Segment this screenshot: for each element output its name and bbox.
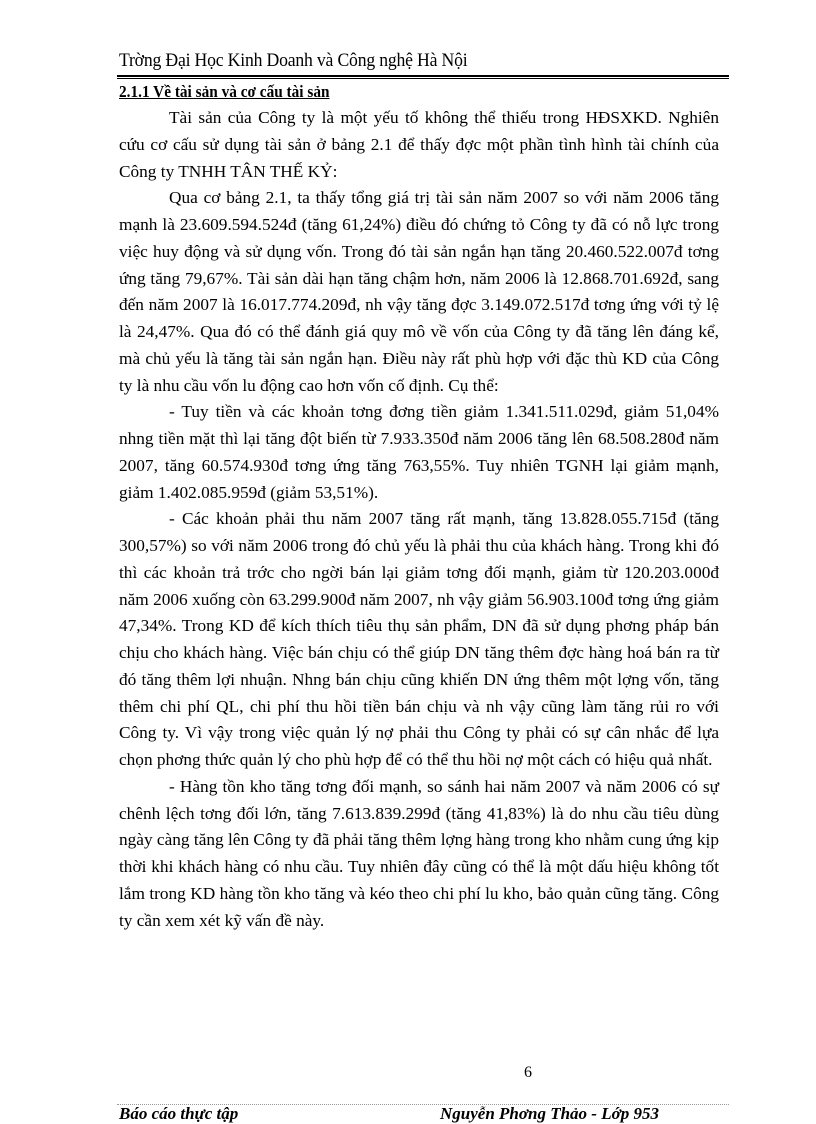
paragraph: - Tuy tiền và các khoản tơng đơng tiền giảm 1.341.511.029đ, giảm 51,04% nhng tiền mặt thì lại tăng đột biến từ 7.933.350đ năm 2006 tăng lên 68.508.280đ năm 2007, tăng 60.574.930đ tơng ứng tăng 763,55%. Tuy nhiên TGNH lại giảm mạnh, giảm 1.402.085.959đ (giảm 53,51%). xyxy=(119,402,719,502)
paragraph: Tài sản của Công ty là một yếu tố không thể thiếu trong HĐSXKD. Nghiên cứu cơ cấu sử dụng tài sản ở bảng 2.1 để thấy đợc một phần tình hình tài chính của Công ty TNHH TÂN THẾ KỶ: xyxy=(119,108,719,181)
section-heading: 2.1.1 Về tài sản và cơ cấu tài sản xyxy=(119,82,330,101)
header-divider xyxy=(117,75,729,79)
paragraph: - Các khoản phải thu năm 2007 tăng rất mạnh, tăng 13.828.055.715đ (tăng 300,57%) so với năm 2006 trong đó chủ yếu là phải thu của khách hàng. Trong khi đó thì các khoản trả trớc cho ngời bán lại giảm tơng đối mạnh, giảm từ 120.203.000đ năm 2006 xuống còn 63.299.900đ năm 2007, nh vậy giảm 56.903.100đ tơng ứng giảm 47,34%. Trong KD để kích thích tiêu thụ sản phẩm, DN đã sử dụng phơng pháp bán chịu cho khách hàng. Việc bán chịu có thể giúp DN tăng thêm đợc hàng hoá bán ra từ đó tăng thêm lợi nhuận. Nhng bán chịu cũng khiến DN ứng thêm một lợng vốn, tăng thêm chi phí QL, chi phí thu hồi tiền bán chịu và nh vậy cũng làm tăng rủi ro với Công ty. Vì vậy trong việc quản lý nợ phải thu Công ty phải có sự cân nhắc để lựa chọn phơng thức quản lý cho phù hợp để có thể thu hồi nợ một cách có hiệu quả nhất. xyxy=(119,509,719,769)
document-body xyxy=(119,105,719,934)
page-header-title: Trờng Đại Học Kinh Doanh và Công nghệ Hà Nội xyxy=(119,50,468,71)
paragraph: Qua cơ bảng 2.1, ta thấy tổng giá trị tài sản năm 2007 so với năm 2006 tăng mạnh là 23.609.594.524đ (tăng 61,24%) điều đó chứng tỏ Công ty đã có nỗ lực trong việc huy động và sử dụng vốn. Trong đó tài sản ngắn hạn tăng 20.460.522.007đ tơng ứng tăng 79,67%. Tài sản dài hạn tăng chậm hơn, năm 2006 là 12.868.701.692đ, sang đến năm 2007 là 16.017.774.209đ, nh vậy tăng đợc 3.149.072.517đ tơng ứng với tỷ lệ là 24,47%. Qua đó có thể đánh giá quy mô về vốn của Công ty đã tăng lên đáng kể, mà chủ yếu là tăng tài sản ngắn hạn. Điều này rất phù hợp với đặc thù KD của Công ty là nhu cầu vốn lu động cao hơn vốn cố định. Cụ thể: xyxy=(119,188,719,395)
footer-author: Nguyễn Phơng Thảo - Lớp 953 xyxy=(440,1104,659,1123)
footer-report-label: Báo cáo thực tập xyxy=(119,1104,239,1123)
page-number: 6 xyxy=(524,1064,532,1081)
paragraph: - Hàng tồn kho tăng tơng đối mạnh, so sánh hai năm 2007 và năm 2006 có sự chênh lệch tơng đối lớn, tăng 7.613.839.299đ (tăng 41,83%) là do nhu cầu tiêu dùng ngày càng tăng lên Công ty đã phải tăng thêm lợng hàng trong kho nhằm cung ứng kịp thời khi khách hàng có nhu cầu. Tuy nhiên đây cũng có thể là một dấu hiệu không tốt lắm trong KD hàng tồn kho tăng và kéo theo chi phí lu kho, bảo quản cũng tăng. Công ty cần xem xét kỹ vấn đề này. xyxy=(119,776,719,930)
